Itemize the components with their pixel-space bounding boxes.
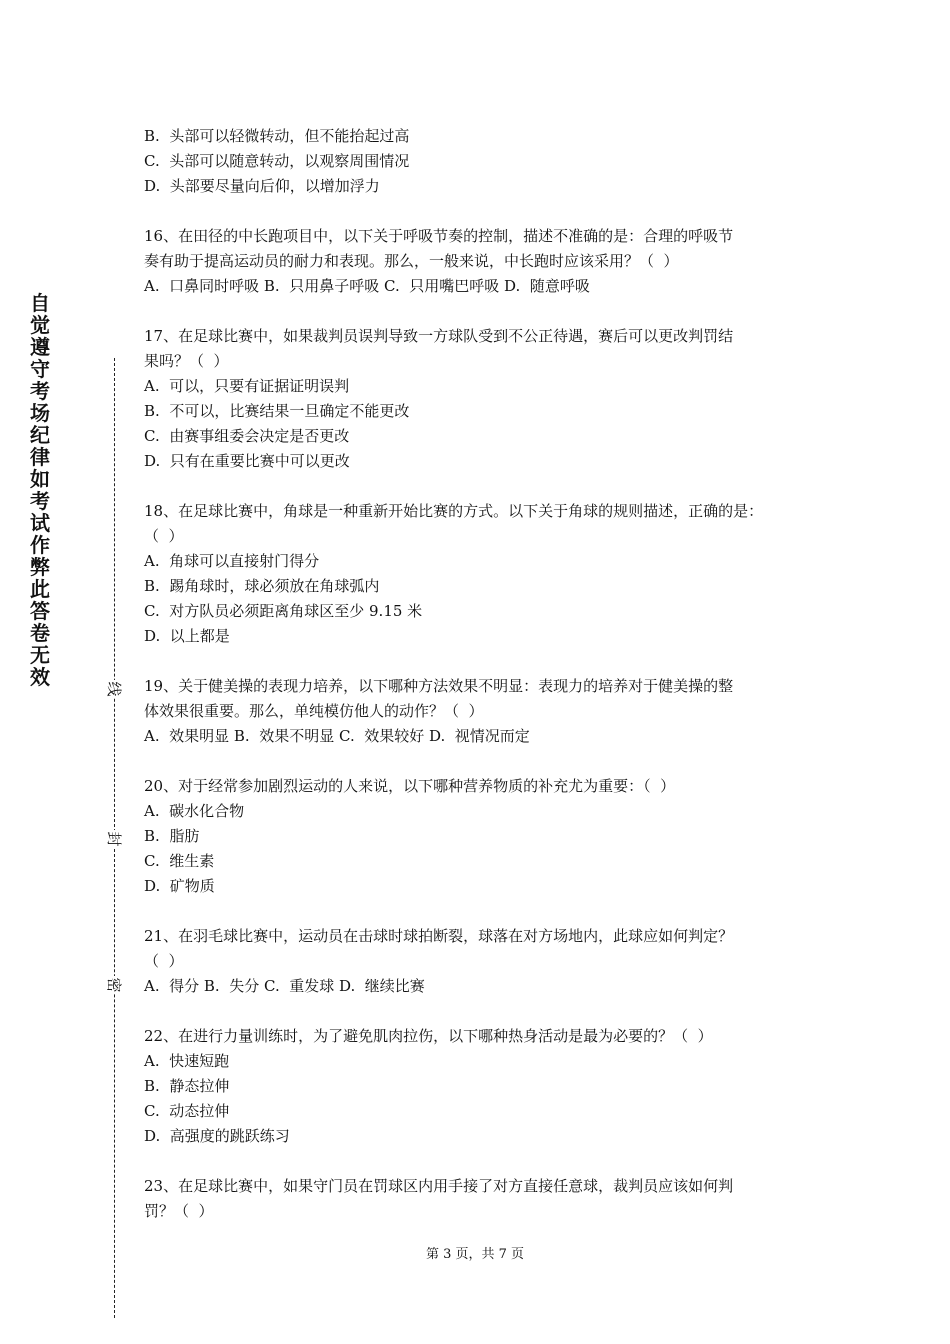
- answer-option: A. 效果明显 B. 效果不明显 C. 效果较好 D. 视情况而定: [144, 727, 530, 745]
- answer-option: A. 口鼻同时呼吸 B. 只用鼻子呼吸 C. 只用嘴巴呼吸 D. 随意呼吸: [144, 277, 590, 295]
- question-stem-line: 21、在羽毛球比赛中，运动员在击球时球拍断裂，球落在对方场地内，此球应如何判定？: [144, 927, 734, 945]
- question-stem-line: 奏有助于提高运动员的耐力和表现。那么，一般来说，中长跑时应该采用？（ ）: [144, 252, 679, 270]
- question-list: [144, 124, 820, 1224]
- answer-option: D. 矿物质: [144, 877, 215, 895]
- question-block: [144, 674, 820, 749]
- question-block: [144, 324, 820, 474]
- answer-option: C. 对方队员必须距离角球区至少 9.15 米: [144, 602, 423, 620]
- question-stem-line: 18、在足球比赛中，角球是一种重新开始比赛的方式。以下关于角球的规则描述，正确的是：: [144, 502, 764, 520]
- answer-option: A. 角球可以直接射门得分: [144, 552, 320, 570]
- question-block: [144, 499, 820, 649]
- question-block: [144, 1024, 820, 1149]
- answer-option: A. 得分 B. 失分 C. 重发球 D. 继续比赛: [144, 977, 425, 995]
- question-block: [144, 1174, 820, 1224]
- answer-option: B. 头部可以轻微转动，但不能抬起过高: [144, 127, 410, 145]
- exam-discipline-warning: 自觉遵守考场纪律如考试作弊此答卷无效: [30, 291, 50, 689]
- answer-option: B. 不可以，比赛结果一旦确定不能更改: [144, 402, 410, 420]
- question-stem-line: 22、在进行力量训练时，为了避免肌肉拉伤，以下哪种热身活动是最为必要的？（ ）: [144, 1027, 713, 1045]
- question-stem-line: 16、在田径的中长跑项目中，以下关于呼吸节奏的控制，描述不准确的是：合理的呼吸节: [144, 227, 734, 245]
- answer-option: B. 脂肪: [144, 827, 200, 845]
- question-block: [144, 774, 820, 899]
- question-stem-line: 23、在足球比赛中，如果守门员在罚球区内用手接了对方直接任意球，裁判员应该如何判: [144, 1177, 734, 1195]
- question-block: [144, 124, 820, 199]
- page-footer: 第 3 页，共 7 页: [425, 1247, 525, 1262]
- question-stem-line: 罚？（ ）: [144, 1202, 214, 1220]
- answer-option: A. 可以，只要有证据证明误判: [144, 377, 350, 395]
- answer-option: C. 由赛事组委会决定是否更改: [144, 427, 350, 445]
- answer-option: D. 只有在重要比赛中可以更改: [144, 452, 350, 470]
- answer-option: C. 头部可以随意转动，以观察周围情况: [144, 152, 410, 170]
- answer-option: D. 以上都是: [144, 627, 230, 645]
- answer-option: C. 维生素: [144, 852, 215, 870]
- answer-option: D. 头部要尽量向后仰，以增加浮力: [144, 177, 380, 195]
- question-block: [144, 924, 820, 999]
- question-stem-line: 体效果很重要。那么，单纯模仿他人的动作？（ ）: [144, 702, 484, 720]
- question-stem-line: 19、关于健美操的表现力培养，以下哪种方法效果不明显：表现力的培养对于健美操的整: [144, 677, 734, 695]
- answer-option: C. 动态拉伸: [144, 1102, 230, 1120]
- question-block: [144, 224, 820, 299]
- binding-label-line: 线: [101, 680, 127, 698]
- answer-option: B. 静态拉伸: [144, 1077, 230, 1095]
- binding-label-secret: 密: [101, 976, 127, 994]
- answer-option: D. 高强度的跳跃练习: [144, 1127, 290, 1145]
- answer-option: A. 快速短跑: [144, 1052, 230, 1070]
- question-stem-line: 果吗？（ ）: [144, 352, 229, 370]
- binding-label-seal: 封: [101, 830, 127, 848]
- question-stem-line: （ ）: [144, 952, 184, 970]
- answer-option: A. 碳水化合物: [144, 802, 245, 820]
- question-stem-line: （ ）: [144, 527, 184, 545]
- answer-option: B. 踢角球时，球必须放在角球弧内: [144, 577, 380, 595]
- question-stem-line: 17、在足球比赛中，如果裁判员误判导致一方球队受到不公正待遇，赛后可以更改判罚结: [144, 327, 734, 345]
- question-stem-line: 20、对于经常参加剧烈运动的人来说，以下哪种营养物质的补充尤为重要：（ ）: [144, 777, 676, 795]
